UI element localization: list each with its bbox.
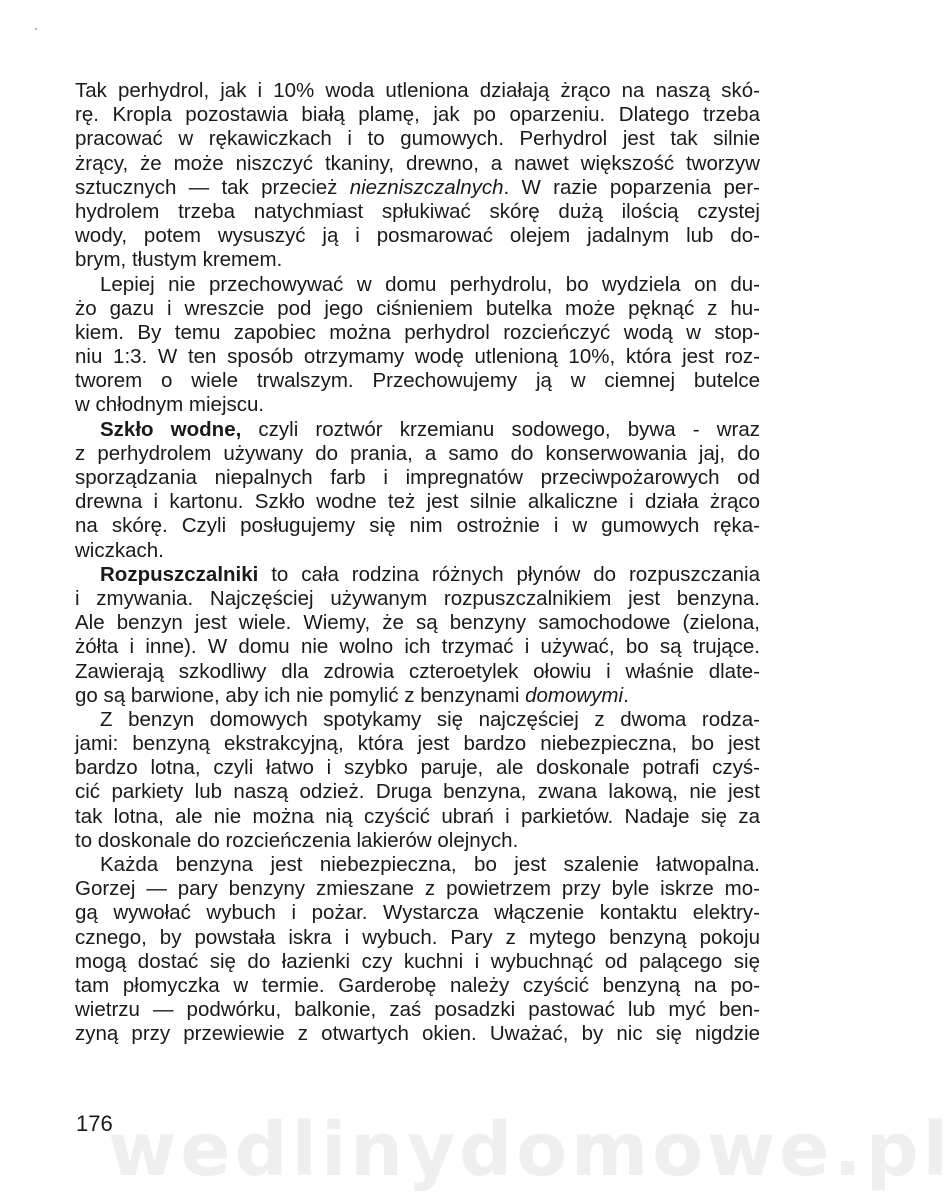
paragraph: [75, 418, 760, 563]
paragraph: [75, 708, 760, 853]
text-line: jami: benzyną ekstrakcyjną, która jest bardzo niebezpieczna, bo jest: [75, 732, 760, 756]
text-line: Ale benzyn jest wiele. Wiemy, że są benzyny samochodowe (zielona,: [75, 611, 760, 635]
text-line: cznego, by powstała iskra i wybuch. Pary z mytego benzyną pokoju: [75, 925, 760, 949]
text-line: Tak perhydrol, jak i 10% woda utleniona działają żrąco na naszą skó-: [75, 79, 760, 102]
paragraph: [75, 273, 760, 418]
text-run: to cała rodzina różnych płynów do rozpuszczania: [258, 562, 760, 586]
text-line: mogą dostać się do łazienki czy kuchni i wybuchnąć od palącego się: [75, 949, 760, 973]
text-line: [75, 418, 760, 442]
text-line: [75, 684, 760, 708]
text-line: w chłodnym miejscu.: [75, 393, 265, 417]
paragraph: [75, 563, 760, 708]
text-run: . W razie poparzenia per-: [503, 175, 760, 199]
text-line: wody, potem wysuszyć ją i posmarować olejem jadalnym lub do-: [75, 224, 760, 248]
text-line: Lepiej nie przechowywać w domu perhydrolu, bo wydziela on du-: [100, 272, 760, 296]
text-run: sztucznych — tak przecież: [75, 175, 350, 199]
text-line: niu 1:3. W ten sposób otrzymamy wodę utlenioną 10%, która jest roz-: [75, 345, 760, 369]
text-line: zyną przy przewiewie z otwartych okien. Uważać, by nic się nigdzie: [75, 1022, 760, 1046]
text-line: tam płomyczka w termie. Garderobę należy czyścić benzyną na po-: [75, 973, 760, 997]
text-line: [75, 176, 760, 200]
watermark: wedlinydomowe.pl: [108, 1107, 952, 1193]
text-line: żrący, że może niszczyć tkaniny, drewno, a nawet większość tworzyw: [75, 151, 760, 175]
paragraph: [75, 853, 760, 1047]
text-line: gą wywołać wybuch i pożar. Wystarcza włączenie kontaktu elektry-: [75, 901, 760, 925]
text-line: żółta i inne). W domu nie wolno ich trzymać i używać, bo są trujące.: [75, 635, 760, 659]
text-run: go są barwione, aby ich nie pomylić z benzynami: [75, 683, 526, 707]
text-line: tak lotna, ale nie można nią czyścić ubrań i parkietów. Nadaje się za: [75, 804, 760, 828]
text-run: .: [623, 683, 629, 707]
text-line: tworem o wiele trwalszym. Przechowujemy ją w ciemnej butelce: [75, 369, 760, 393]
text-line: Z benzyn domowych spotykamy się najczęściej z dwoma rodza-: [100, 707, 760, 731]
text-line: Zawierają szkodliwy dla zdrowia czteroetylek ołowiu i właśnie dlate-: [75, 659, 760, 683]
text-line: to doskonale do rozcieńczenia lakierów olejnych.: [75, 828, 519, 852]
text-line: drewna i kartonu. Szkło wodne też jest silnie alkaliczne i działa żrąco: [75, 490, 760, 514]
text-line: żo gazu i wreszcie pod jego ciśnieniem butelka może pęknąć z hu-: [75, 296, 760, 320]
italic-term: domowymi: [525, 683, 624, 707]
bold-term: Rozpuszczalniki: [100, 562, 259, 586]
text-line: na skórę. Czyli posługujemy się nim ostrożnie i w gumowych ręka-: [75, 514, 760, 538]
paragraph: [75, 79, 760, 273]
text-line: [75, 563, 760, 587]
text-line: i zmywania. Najczęściej używanym rozpuszczalnikiem jest benzyna.: [75, 586, 760, 610]
text-line: brym, tłustym kremem.: [75, 248, 283, 272]
text-line: Gorzej — pary benzyny zmieszane z powietrzem przy byle iskrze mo-: [75, 877, 760, 901]
body-text-column: [75, 79, 760, 1047]
bold-term: Szkło wodne,: [100, 417, 242, 441]
text-line: wietrzu — podwórku, balkonie, zaś posadzki pastować lub myć ben-: [75, 998, 760, 1022]
text-line: wiczkach.: [75, 538, 164, 562]
text-line: kiem. By temu zapobiec można perhydrol rozcieńczyć wodą w stop-: [75, 320, 760, 344]
italic-term: niezniszczalnych: [349, 175, 504, 199]
scan-speck: [35, 28, 37, 30]
text-line: cić parkiety lub naszą odzież. Druga benzyna, zwana lakową, nie jest: [75, 780, 760, 804]
page-number: 176: [76, 1111, 113, 1136]
text-line: z perhydrolem używany do prania, a samo do konserwowania jaj, do: [75, 441, 760, 465]
text-line: hydrolem trzeba natychmiast spłukiwać skórę dużą ilością czystej: [75, 199, 760, 223]
text-line: Każda benzyna jest niebezpieczna, bo jest szalenie łatwopalna.: [100, 853, 760, 876]
text-line: sporządzania niepalnych farb i impregnatów przeciwpożarowych od: [75, 466, 760, 489]
text-line: bardzo lotna, czyli łatwo i szybko paruje, ale doskonale potrafi czyś-: [75, 756, 760, 780]
text-run: czyli roztwór krzemianu sodowego, bywa - wraz: [241, 417, 760, 441]
text-line: pracować w rękawiczkach i to gumowych. Perhydrol jest tak silnie: [75, 127, 760, 151]
text-line: rę. Kropla pozostawia białą plamę, jak po oparzeniu. Dlatego trzeba: [75, 103, 760, 127]
